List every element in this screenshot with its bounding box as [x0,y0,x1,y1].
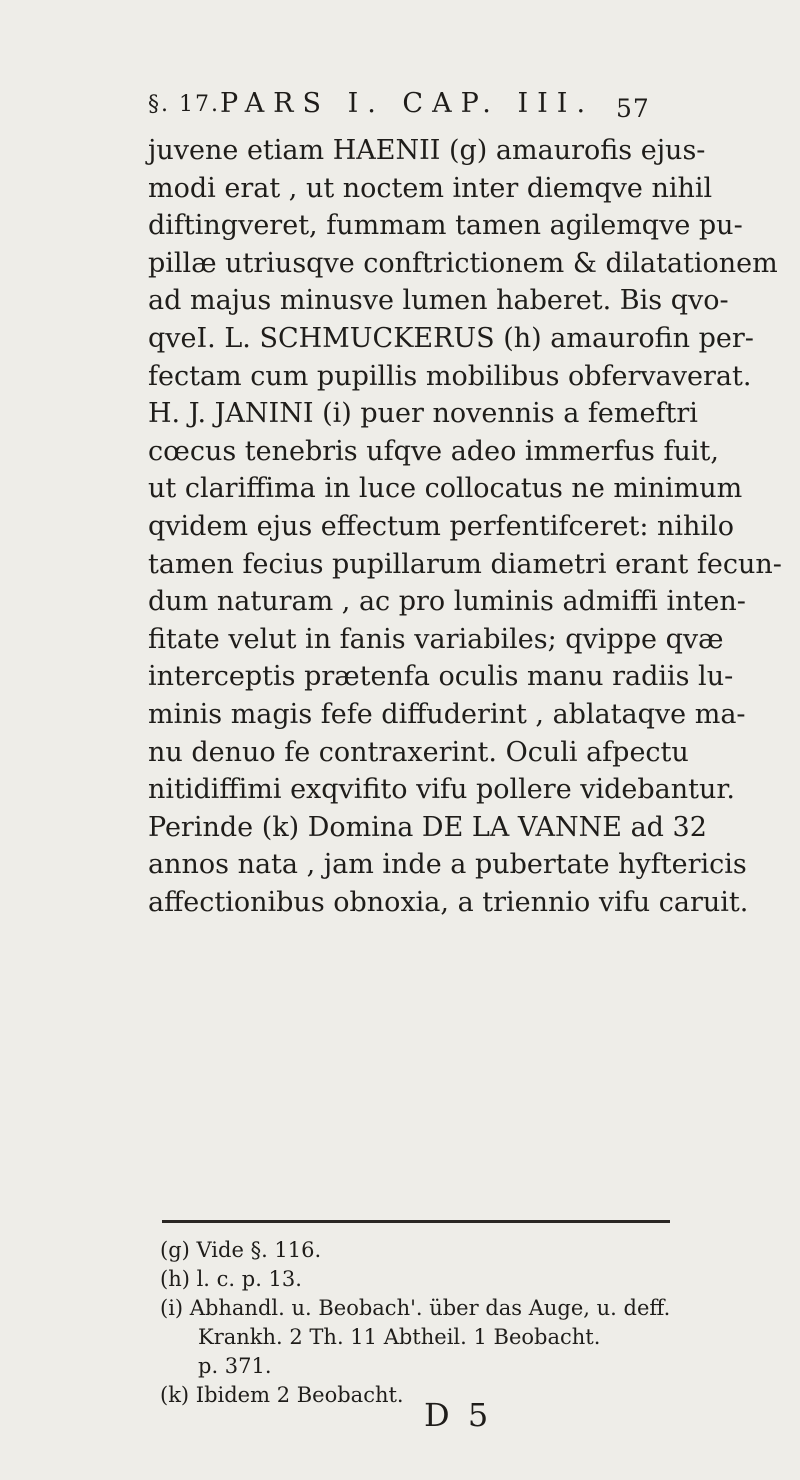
text-line: annos nata , jam inde a pubertate hyftericis [148,849,747,881]
text-line: affectionibus obnoxia, a triennio vifu caruit. [148,886,749,918]
text-line: ad majus minusve lumen haberet. Bis qvo- [148,285,729,317]
running-header [148,88,668,122]
footnote-k: (k) Ibidem 2 Beobacht. [160,1383,404,1407]
text-line: cœcus tenebris ufqve adeo immerfus fuit, [148,435,719,467]
text-line: modi erat , ut noctem inter diemqve nihil [148,172,713,204]
footnote-i-page: p. 371. [198,1354,272,1378]
text-line: fitate velut in fanis variabiles; qvippe qvæ [148,623,724,655]
text-line: pillæ utriusqve conftrictionem & dilatationem [148,247,778,279]
section-number: §. 17. [148,92,220,117]
signature-mark: D 5 [424,1396,493,1434]
text-line: nu denuo fe contraxerint. Oculi afpectu [148,736,689,768]
text-line: nitidiffimi exqvifito vifu pollere videbantur. [148,774,735,806]
text-line: interceptis prætenfa oculis manu radiis lu- [148,661,734,693]
main-text [148,132,782,921]
text-line: dum naturam , ac pro luminis admiffi inten- [148,586,746,618]
footnote-divider [162,1220,670,1223]
footnote-g: (g) Vide §. 116. [160,1238,322,1262]
text-line: minis magis fefe diffuderint , ablataqve ma- [148,698,746,730]
page-number: 57 [616,94,650,123]
text-line: H. J. JANINI (i) puer novennis a femeftri [148,398,698,430]
text-line: tamen fecius pupillarum diametri erant fecun- [148,548,782,580]
footnotes [160,1236,680,1410]
footnote-i: (i) Abhandl. u. Beobach'. über das Auge, u. deff. [160,1296,671,1320]
footnote-h: (h) l. c. p. 13. [160,1267,302,1291]
text-line: qveI. L. SCHMUCKERUS (h) amaurofin per- [148,322,754,354]
footnote-i-continued: Krankh. 2 Th. 11 Abtheil. 1 Beobacht. [198,1325,601,1349]
header-title: PARS I. CAP. III. [220,88,595,119]
text-line: ut clariffima in luce collocatus ne minimum [148,473,743,505]
text-line: diftingveret, fummam tamen agilemqve pu- [148,210,743,242]
text-line: fectam cum pupillis mobilibus obfervaverat. [148,360,752,392]
text-line: qvidem ejus effectum perfentifceret: nihilo [148,510,734,542]
text-line: juvene etiam HAENII (g) amaurofis ejus- [148,135,706,166]
text-line: Perinde (k) Domina DE LA VANNE ad 32 [148,811,707,843]
